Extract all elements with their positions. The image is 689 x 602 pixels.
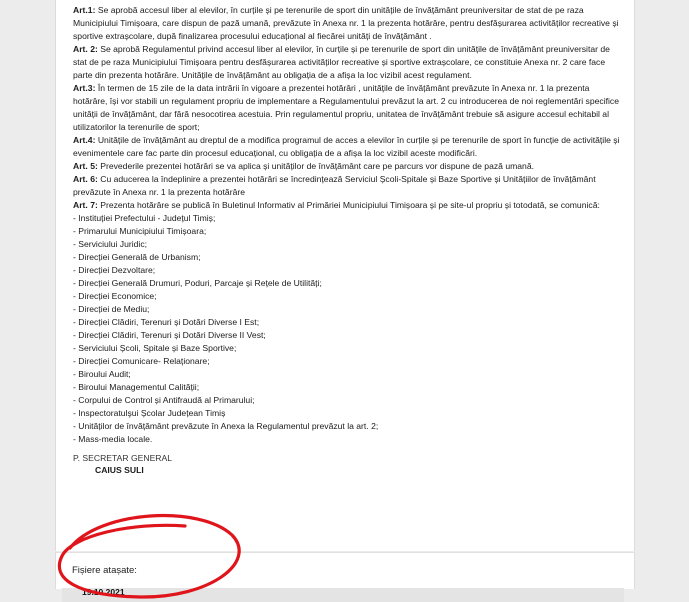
article-label: Art.4: bbox=[73, 135, 96, 145]
attachments-label: Fișiere atașate: bbox=[72, 565, 137, 576]
list-item: - Mass-media locale. bbox=[73, 434, 153, 444]
article-text: Se aprobă Regulamentul privind accesul liber al elevilor, în curțile și pe terenurile de sport din unitățile de învățământ preuniversitar de stat de pe raza Municipiului Timișoara pentru desfășurarea activităților recreative și sportive extrașcolare, ce constituie Anexa nr. 2 care face parte din prezenta hotărâre. Unitățile de învățământ au obligația de a afișa la loc vizibil acest regulament. bbox=[73, 44, 610, 80]
list-item: - Primarului Municipiului Timișoara; bbox=[73, 226, 207, 236]
article-label: Art. 7: bbox=[73, 200, 98, 210]
list-item: - Direcției Clădiri, Terenuri și Dotări Diverse II Vest; bbox=[73, 330, 266, 340]
article-label: Art.3: bbox=[73, 83, 96, 93]
list-item: - Direcției de Mediu; bbox=[73, 304, 150, 314]
article-label: Art.1: bbox=[73, 5, 96, 15]
item-date: 19.10.2021 bbox=[82, 587, 125, 597]
list-item: - Unităților de învățământ prevăzute în Anexa la Regulamentul prevăzut la art. 2; bbox=[73, 421, 379, 431]
list-item: - Instituției Prefectului - Județul Timiș; bbox=[73, 213, 216, 223]
next-item-header[interactable] bbox=[62, 588, 624, 602]
article-2 bbox=[73, 43, 625, 82]
decision-text bbox=[73, 4, 625, 477]
article-5 bbox=[73, 160, 625, 173]
list-item: - Biroului Managementul Calității; bbox=[73, 382, 200, 392]
article-4 bbox=[73, 134, 625, 160]
list-item: - Direcției Generală Drumuri, Poduri, Parcaje și Rețele de Utilități; bbox=[73, 278, 322, 288]
list-item: - Serviciului Juridic; bbox=[73, 239, 148, 249]
list-item: - Serviciului Școli, Spitale și Baze Sportive; bbox=[73, 343, 237, 353]
document-card bbox=[55, 0, 635, 551]
list-item: - Inspectoratulşui Școlar Județean Timiș bbox=[73, 408, 226, 418]
list-item: - Direcției Economice; bbox=[73, 291, 157, 301]
article-text: Se aprobă accesul liber al elevilor, în curțile și pe terenurile de sport din unitățile de învățământ preuniversitar de stat de pe raza Municipiului Timișoara, care dispun de pază umană, prevăzute în Anexa nr. 1 la prezenta hotărâre, pentru desfășurarea activităților recreative și sportive extrașcolare, după finalizarea procesului educațional al fiecărei unități de învățământ . bbox=[73, 5, 619, 41]
article-text: Cu aducerea la îndeplinire a prezentei hotărâri se încredințează Serviciul Școli-Spitale și Baze Sportive și Unitățiilor de învățământ prevăzute în Anexa nr. 1 la prezenta hotărâre bbox=[73, 174, 596, 197]
article-text: În termen de 15 zile de la data intrării în vigoare a prezentei hotărâri , unitățile de învățământ prevăzute în Anexa nr. 1 la prezenta hotărâre, își vor stabili un regulament propriu de implementare a Regulamentului prevăzut la art. 2 cu introducerea de noi reglementări specifice unității de învățământ, dar fără nesocotirea acestuia. Prin regulamentul propriu, unitatea de învățământ trebuie să asigure accesul echitabil al utilizatorilor la terenurile de sport; bbox=[73, 83, 619, 132]
article-7 bbox=[73, 199, 625, 212]
list-item: - Direcției Dezvoltare; bbox=[73, 265, 156, 275]
article-text: Prevederile prezentei hotărâri se va aplica și unităților de învățământ care pe parcurs vor dispune de pază umană. bbox=[97, 161, 534, 171]
signature-name: CAIUS SULI bbox=[95, 465, 144, 475]
article-text: Prezenta hotărâre se publică în Buletinul Informativ al Primăriei Municipiului Timișoara și pe site-ul propriu și totodată, se comunică: bbox=[97, 200, 600, 210]
article-text: Unitățile de învățământ au dreptul de a modifica programul de acces a elevilor în curțile și pe terenurile de sport în funcție de activitățile și evenimentele care fac parte din procesul educațional, cu obligația de a afișa la loc vizibil aceste modificări. bbox=[73, 135, 620, 158]
article-label: Art. 5: bbox=[73, 161, 98, 171]
article-3 bbox=[73, 82, 625, 134]
article-1 bbox=[73, 4, 625, 43]
signature-title: P. SECRETAR GENERAL bbox=[73, 453, 173, 463]
list-item: - Corpului de Control și Antifraudă al Primarului; bbox=[73, 395, 255, 405]
article-label: Art. 2: bbox=[73, 44, 98, 54]
recipients-list bbox=[73, 212, 625, 446]
article-label: Art. 6: bbox=[73, 174, 98, 184]
list-item: - Direcției Comunicare- Relaționare; bbox=[73, 356, 210, 366]
signature-block bbox=[73, 452, 625, 477]
article-6 bbox=[73, 173, 625, 199]
list-item: - Direcției Clădiri, Terenuri și Dotări Diverse I Est; bbox=[73, 317, 260, 327]
attachments-section bbox=[55, 552, 635, 589]
list-item: - Biroului Audit; bbox=[73, 369, 131, 379]
list-item: - Direcției Generală de Urbanism; bbox=[73, 252, 201, 262]
